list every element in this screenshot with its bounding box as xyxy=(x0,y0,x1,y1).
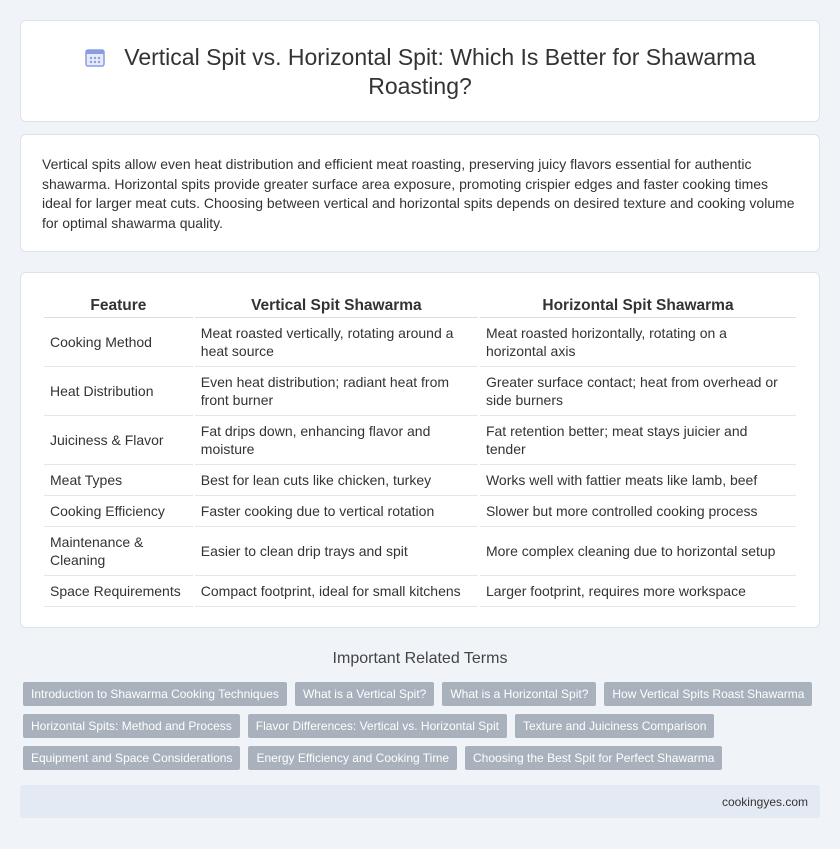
intro-paragraph: Vertical spits allow even heat distribution and efficient meat roasting, preserving juicy flavors essential for authentic shawarma. Horizontal spits provide greater surface area exposure, promoting crispier edges and faster cooking times ideal for larger meat cuts. Choosing between vertical and horizontal spits depends on desired texture and cooking volume for optimal shawarma quality. xyxy=(42,156,795,231)
related-tag[interactable]: Choosing the Best Spit for Perfect Shawarma xyxy=(465,746,722,770)
feature-cell: Juiciness & Flavor xyxy=(44,416,193,465)
horizontal-cell: Meat roasted horizontally, rotating on a horizontal axis xyxy=(480,318,796,367)
horizontal-cell: Greater surface contact; heat from overhead or side burners xyxy=(480,367,796,416)
vertical-cell: Meat roasted vertically, rotating around a heat source xyxy=(195,318,478,367)
table-row xyxy=(44,465,796,496)
feature-cell: Maintenance & Cleaning xyxy=(44,527,193,576)
feature-cell: Heat Distribution xyxy=(44,367,193,416)
related-tag[interactable]: Horizontal Spits: Method and Process xyxy=(23,714,240,738)
feature-cell: Meat Types xyxy=(44,465,193,496)
column-header: Horizontal Spit Shawarma xyxy=(480,296,796,318)
related-tag[interactable]: Equipment and Space Considerations xyxy=(23,746,240,770)
table-row xyxy=(44,318,796,367)
related-tag[interactable]: Texture and Juiciness Comparison xyxy=(515,714,714,738)
feature-cell: Cooking Efficiency xyxy=(44,496,193,527)
column-header: Vertical Spit Shawarma xyxy=(195,296,478,318)
table-row xyxy=(44,367,796,416)
tag-row xyxy=(23,746,823,770)
column-header: Feature xyxy=(44,296,193,318)
table-row xyxy=(44,576,796,607)
horizontal-cell: Fat retention better; meat stays juicier and tender xyxy=(480,416,796,465)
page-title: Vertical Spit vs. Horizontal Spit: Which Is Better for Shawarma Roasting? xyxy=(124,44,756,99)
feature-cell: Space Requirements xyxy=(44,576,193,607)
table-row xyxy=(44,527,796,576)
related-tags xyxy=(23,682,823,778)
related-terms-title: Important Related Terms xyxy=(332,650,508,667)
related-tag[interactable]: Introduction to Shawarma Cooking Techniques xyxy=(23,682,287,706)
vertical-cell: Faster cooking due to vertical rotation xyxy=(195,496,478,527)
footer xyxy=(20,785,820,818)
comparison-table-card xyxy=(20,272,820,628)
related-tag[interactable]: Flavor Differences: Vertical vs. Horizontal Spit xyxy=(248,714,507,738)
comparison-table xyxy=(42,296,798,607)
table-header-row xyxy=(44,296,796,318)
related-tag[interactable]: How Vertical Spits Roast Shawarma xyxy=(604,682,812,706)
header-card xyxy=(20,20,820,122)
table-row xyxy=(44,416,796,465)
vertical-cell: Fat drips down, enhancing flavor and moisture xyxy=(195,416,478,465)
horizontal-cell: Slower but more controlled cooking process xyxy=(480,496,796,527)
page-title-row xyxy=(21,43,819,101)
intro-card xyxy=(20,134,820,252)
tag-row xyxy=(23,682,823,706)
horizontal-cell: More complex cleaning due to horizontal setup xyxy=(480,527,796,576)
table-row xyxy=(44,496,796,527)
footer-site-link[interactable]: cookingyes.com xyxy=(721,795,808,809)
related-tag[interactable]: What is a Horizontal Spit? xyxy=(442,682,596,706)
horizontal-cell: Works well with fattier meats like lamb, beef xyxy=(480,465,796,496)
horizontal-cell: Larger footprint, requires more workspace xyxy=(480,576,796,607)
vertical-cell: Even heat distribution; radiant heat from front burner xyxy=(195,367,478,416)
feature-cell: Cooking Method xyxy=(44,318,193,367)
vertical-cell: Best for lean cuts like chicken, turkey xyxy=(195,465,478,496)
tag-row xyxy=(23,714,823,738)
vertical-cell: Compact footprint, ideal for small kitchens xyxy=(195,576,478,607)
vertical-cell: Easier to clean drip trays and spit xyxy=(195,527,478,576)
calendar-icon xyxy=(84,46,106,68)
related-tag[interactable]: What is a Vertical Spit? xyxy=(295,682,434,706)
related-tag[interactable]: Energy Efficiency and Cooking Time xyxy=(248,746,457,770)
